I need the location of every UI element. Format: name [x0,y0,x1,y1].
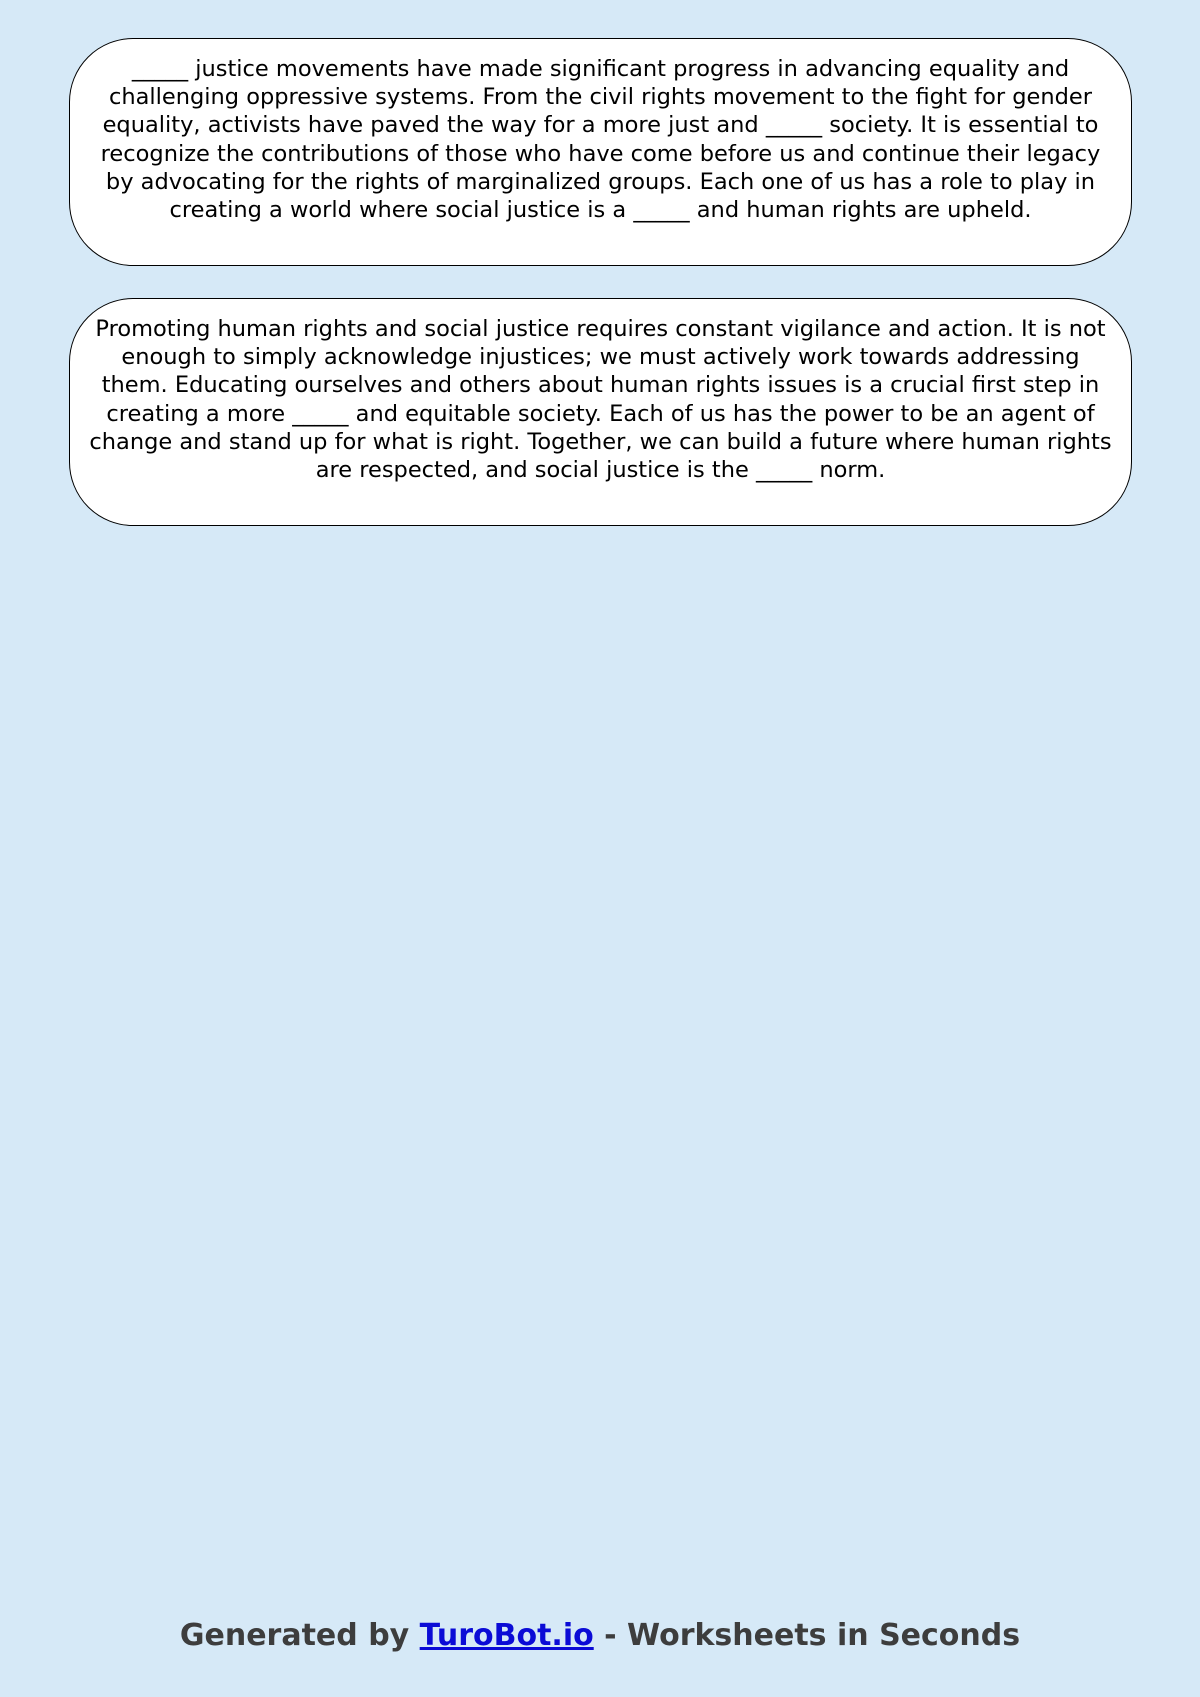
passage-text-2: Promoting human rights and social justice requires constant vigilance and action. It is not enough to simply acknowledge injustices; we must actively work towards addressing them. Educating ourselves and others about human rights issues is a crucial first step in creating a more _____ and equitable society. Each of us has the power to be an agent of change and stand up for what is right. Together, we can build a future where human rights are respected, and social justice is the _____ norm. [89,316,1112,484]
passage-text-1: _____ justice movements have made significant progress in advancing equality and challenging oppressive systems. From the civil rights movement to the fight for gender equality, activists have paved the way for a more just and _____ society. It is essential to recognize the contributions of those who have come before us and continue their legacy by advocating for the rights of marginalized groups. Each one of us has a role to play in creating a world where social justice is a _____ and human rights are upheld. [100,56,1101,224]
passage-card-1 [69,38,1132,266]
footer-suffix: - Worksheets in Seconds [593,1618,1021,1653]
passage-card-2 [69,298,1132,526]
footer-prefix: Generated by [179,1618,420,1653]
turobot-link[interactable]: TuroBot.io [419,1618,594,1653]
footer [0,1618,1200,1653]
